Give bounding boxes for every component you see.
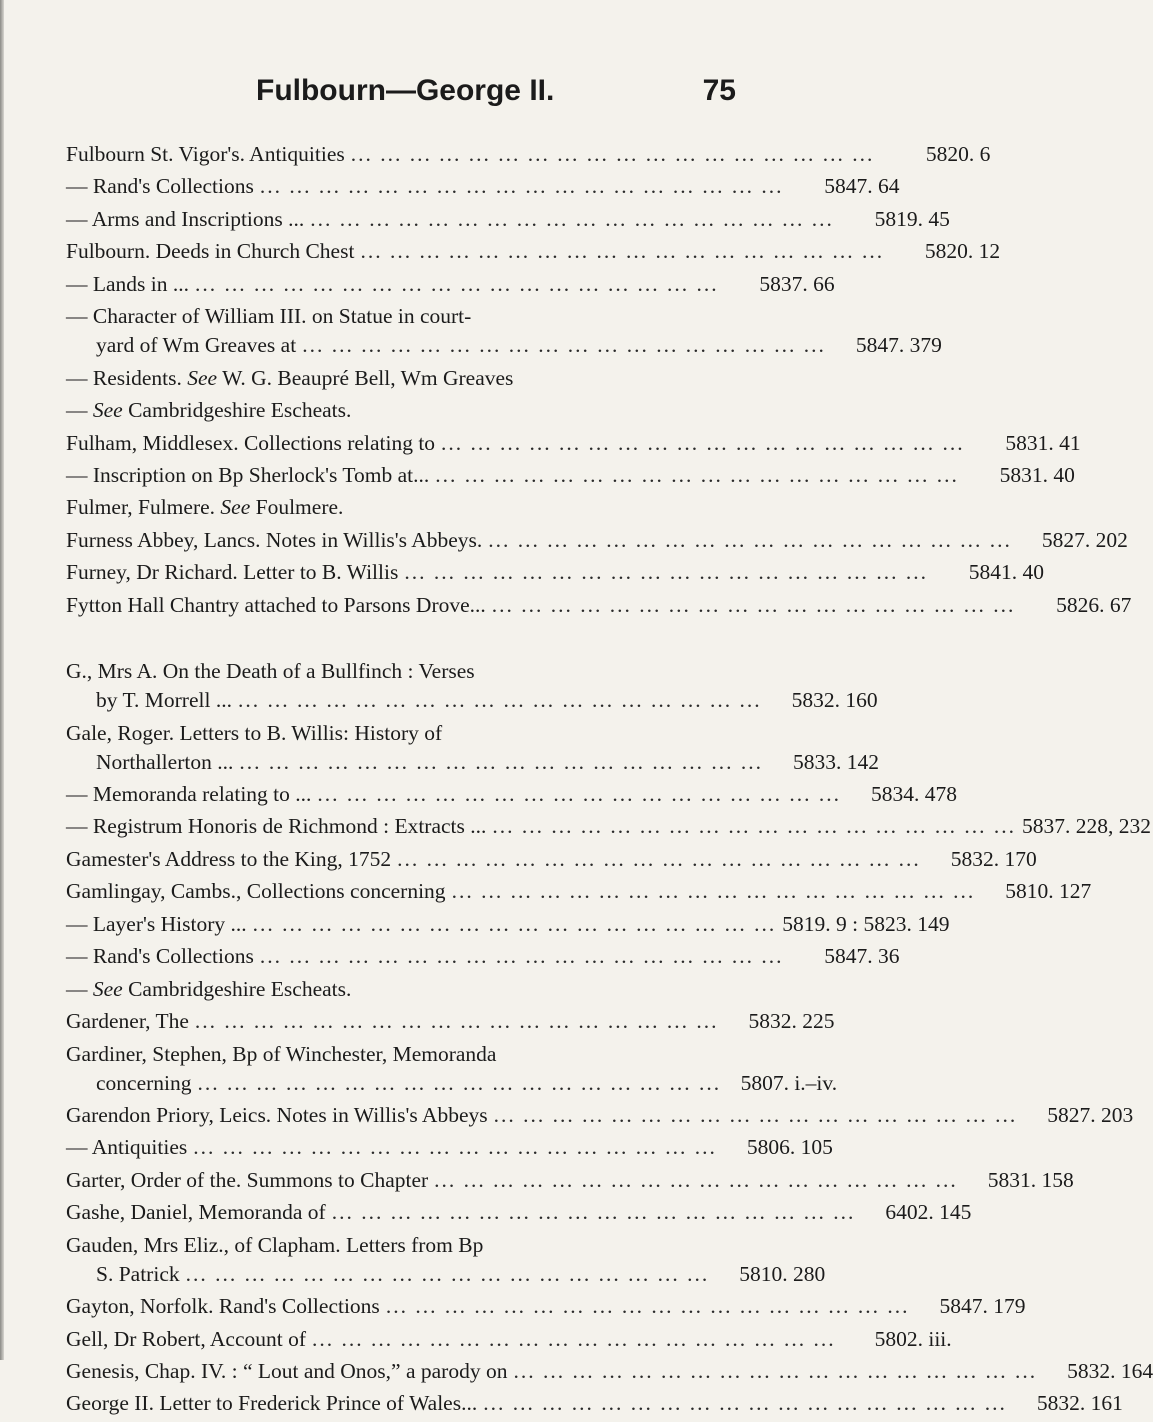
manuscript-reference: 5837. 66 — [759, 271, 835, 296]
manuscript-reference: 5847. 379 — [855, 333, 942, 358]
entry-line — [66, 396, 738, 425]
index-entry — [66, 1292, 1026, 1321]
page-title: Fulbourn—George II. — [256, 74, 555, 107]
manuscript-reference: 5847. 179 — [939, 1294, 1026, 1319]
entry-line — [66, 493, 738, 522]
entry-line — [66, 1133, 833, 1162]
see-reference: See — [92, 976, 123, 1001]
manuscript-reference: 5820. 6 — [925, 142, 991, 166]
entry-text: — Antiquities — [66, 1135, 188, 1160]
entry-text: Garendon Priory, Leics. Notes in Willis's Abbeys — [66, 1102, 488, 1127]
dot-leader: ... ... ... ... ... ... ... ... ... ... ... ... ... ... ... ... ... ... — [350, 142, 875, 166]
index-entry — [66, 396, 738, 425]
index-entry — [66, 719, 879, 777]
manuscript-reference: 5831. 40 — [999, 462, 1075, 487]
manuscript-reference: 5832. 161 — [1036, 1391, 1123, 1416]
dot-leader: ... ... ... ... ... ... ... ... ... ... ... ... ... ... ... ... ... ... — [193, 1135, 717, 1160]
entry-text: W. G. Beaupré Bell, Wm Greaves — [217, 365, 514, 390]
index-entry — [66, 1389, 1123, 1418]
entry-text: — Rand's Collections — [66, 944, 254, 969]
entry-text: Fulham, Middlesex. Collections relating to — [66, 430, 436, 455]
dot-leader: ... ... ... ... ... ... ... ... ... ... ... ... ... ... ... ... ... ... — [483, 1391, 1007, 1416]
entry-line — [66, 429, 1081, 458]
entry-text: Gardener, The — [66, 1009, 189, 1034]
entry-line — [66, 526, 1128, 555]
dot-leader: ... ... ... ... ... ... ... ... ... ... ... ... ... ... ... ... ... ... — [317, 782, 842, 806]
entry-line: Gale, Roger. Letters to B. Willis: History of — [66, 720, 443, 745]
index-list — [66, 140, 1153, 1422]
dot-leader: ... ... ... ... ... ... ... ... ... ... ... ... ... ... ... ... ... ... — [491, 592, 1016, 617]
entry-line — [66, 331, 942, 360]
dot-leader: ... ... ... ... ... ... ... ... ... ... ... ... ... ... ... ... ... ... — [513, 1359, 1038, 1383]
index-entry — [66, 461, 1075, 490]
index-entry — [66, 1166, 1074, 1195]
entry-line — [66, 1166, 1074, 1195]
entry-line — [66, 591, 1132, 620]
page-number: 75 — [702, 74, 736, 107]
dot-leader: ... ... ... ... ... ... ... ... ... ... ... ... ... ... ... ... ... ... — [385, 1294, 910, 1319]
entry-line: — Registrum Honoris de Richmond : Extracts ... ... ... ... ... ... ... ... ... ... ... ... ... ... ... ... ... ... ... 5837. 228, 232 — [66, 812, 738, 841]
index-entry — [66, 364, 738, 393]
manuscript-reference: 5831. 41 — [1005, 430, 1081, 455]
entry-line — [66, 270, 835, 299]
index-entry — [66, 1133, 833, 1162]
entry-line — [66, 1325, 952, 1354]
manuscript-reference: 5827. 203 — [1047, 1102, 1134, 1127]
entry-line — [66, 1357, 1153, 1386]
dot-leader: ... ... ... ... ... ... ... ... ... ... ... ... ... ... ... ... ... ... — [360, 239, 885, 264]
dot-leader: ... ... ... ... ... ... ... ... ... ... ... ... ... ... ... ... ... ... — [195, 271, 719, 296]
see-reference: See — [187, 365, 218, 390]
dot-leader: ... ... ... ... ... ... ... ... ... ... ... ... ... ... ... ... ... ... — [312, 1326, 836, 1351]
manuscript-reference: 5819. 45 — [874, 206, 950, 231]
index-entry — [66, 493, 738, 522]
entry-text: George II. Letter to Frederick Prince of Wales... — [66, 1391, 478, 1416]
entry-line — [66, 780, 958, 809]
dot-leader: ... ... ... ... ... ... ... ... ... ... ... ... ... ... ... ... ... ... — [197, 1070, 722, 1095]
entry-line — [66, 172, 900, 201]
index-entry — [66, 780, 958, 809]
entry-text: Gayton, Norfolk. Rand's Collections — [66, 1294, 380, 1319]
index-entry — [66, 1007, 835, 1036]
entry-text: Furness Abbey, Lancs. Notes in Willis's Abbeys. — [66, 527, 483, 552]
dot-leader: ... ... ... ... ... ... ... ... ... ... ... ... ... ... ... ... ... ... — [331, 1200, 856, 1225]
entry-text: S. Patrick — [96, 1261, 180, 1286]
entry-line — [66, 205, 950, 234]
manuscript-reference: 5810. 127 — [1005, 879, 1092, 904]
dot-leader: ... ... ... ... ... ... ... ... ... ... ... ... ... ... ... ... ... ... — [404, 560, 928, 585]
entry-text: — Arms and Inscriptions ... — [66, 206, 305, 231]
entry-text: — Rand's Collections — [66, 174, 254, 199]
entry-line — [66, 1292, 1026, 1321]
dot-leader: ... ... ... ... ... ... ... ... ... ... ... ... ... ... ... ... ... ... — [397, 846, 921, 871]
dot-leader: ... ... ... ... ... ... ... ... ... ... ... ... ... ... ... ... ... ... — [435, 462, 959, 487]
entry-line — [66, 140, 991, 169]
entry-text: yard of Wm Greaves at — [96, 333, 297, 358]
dot-leader: ... ... ... ... ... ... ... ... ... ... ... ... ... ... ... ... ... ... — [310, 206, 834, 231]
entry-line — [66, 942, 900, 971]
manuscript-reference: 5847. 36 — [824, 944, 900, 969]
dot-leader: ... ... ... ... ... ... ... ... ... ... ... ... ... ... ... ... ... ... — [451, 879, 976, 904]
entry-text: — — [66, 398, 93, 423]
entry-line — [66, 558, 1044, 587]
index-entry — [66, 526, 1128, 555]
see-reference: See — [220, 495, 251, 520]
index-entry — [66, 558, 1044, 587]
manuscript-reference: 5831. 158 — [987, 1167, 1074, 1192]
dot-leader: ... ... ... ... ... ... ... ... ... ... ... ... ... ... ... ... ... ... — [488, 527, 1012, 552]
index-entry — [66, 877, 1092, 906]
index-entry — [66, 1040, 838, 1098]
dot-leader: ... ... ... ... ... ... ... ... ... ... ... ... ... ... ... ... ... ... — [492, 814, 1017, 839]
index-entry — [66, 591, 1132, 620]
dot-leader: ... ... ... ... ... ... ... ... ... ... ... ... ... ... ... ... ... ... — [434, 1167, 958, 1192]
index-entry — [66, 172, 900, 201]
manuscript-reference: 5832. 170 — [950, 846, 1037, 871]
entry-line — [66, 845, 1037, 874]
index-entry — [66, 657, 878, 715]
index-entry — [66, 302, 942, 360]
entry-line — [66, 364, 738, 393]
entry-line — [66, 1389, 1123, 1418]
entry-text: Genesis, Chap. IV. : “ Lout and Onos,” a parody on — [66, 1359, 508, 1383]
entry-text: Foulmere. — [250, 495, 344, 520]
index-entry — [66, 812, 1152, 841]
entry-line: G., Mrs A. On the Death of a Bullfinch : Verses — [66, 659, 475, 684]
entry-text: Cambridgeshire Escheats. — [122, 398, 352, 423]
manuscript-reference: 5832. 225 — [748, 1009, 835, 1034]
manuscript-reference: 5847. 64 — [824, 174, 900, 199]
entry-line: — Layer's History ... ... ... ... ... ... ... ... ... ... ... ... ... ... ... ... ... ... ... 5819. 9 : 5823. 149 — [66, 910, 738, 939]
dot-leader: ... ... ... ... ... ... ... ... ... ... ... ... ... ... ... ... ... ... — [441, 430, 965, 455]
index-entry — [66, 975, 738, 1004]
dot-leader: ... ... ... ... ... ... ... ... ... ... ... ... ... ... ... ... ... ... — [259, 944, 784, 969]
entry-text: — Lands in ... — [66, 271, 190, 296]
entry-line — [66, 1198, 972, 1227]
manuscript-reference: 5807. i.–iv. — [740, 1070, 838, 1095]
entry-text: concerning — [96, 1070, 192, 1095]
entry-line — [66, 686, 878, 715]
entry-text: Fulbourn St. Vigor's. Antiquities — [66, 142, 345, 166]
index-entry — [66, 237, 1001, 266]
entry-line — [66, 877, 1092, 906]
entry-text: — — [66, 976, 93, 1001]
entry-line — [66, 461, 1075, 490]
section-gap — [66, 623, 738, 657]
entry-text: Gashe, Daniel, Memoranda of — [66, 1200, 326, 1225]
entry-line — [66, 975, 738, 1004]
index-entry — [66, 140, 991, 169]
entry-line — [66, 1260, 826, 1289]
index-entry — [66, 1198, 972, 1227]
entry-text: by T. Morrell ... — [96, 688, 232, 713]
index-entry — [66, 205, 950, 234]
manuscript-reference: 5826. 67 — [1056, 592, 1132, 617]
manuscript-reference: 5832. 160 — [791, 688, 878, 713]
entry-line — [66, 748, 879, 777]
manuscript-reference: 5841. 40 — [968, 560, 1044, 585]
entry-line — [66, 1007, 835, 1036]
index-entry — [66, 910, 950, 939]
entry-text: Furney, Dr Richard. Letter to B. Willis — [66, 560, 399, 585]
entry-line: Gardiner, Stephen, Bp of Winchester, Memoranda — [66, 1041, 497, 1066]
index-entry — [66, 270, 835, 299]
entry-line: — Character of William III. on Statue in court- — [66, 304, 472, 329]
entry-text: — Registrum Honoris de Richmond : Extracts ... — [66, 814, 487, 839]
manuscript-reference: 5820. 12 — [924, 239, 1001, 264]
entry-text: Northallerton ... — [96, 749, 234, 774]
index-entry — [66, 1357, 1153, 1386]
dot-leader: ... ... ... ... ... ... ... ... ... ... ... ... ... ... ... ... ... ... — [237, 688, 762, 713]
dot-leader: ... ... ... ... ... ... ... ... ... ... ... ... ... ... ... ... ... ... — [302, 333, 826, 358]
index-entry — [66, 1325, 952, 1354]
entry-line: Gauden, Mrs Eliz., of Clapham. Letters from Bp — [66, 1232, 484, 1257]
dot-leader: ... ... ... ... ... ... ... ... ... ... ... ... ... ... ... ... ... ... — [252, 911, 777, 936]
entry-text: — Residents. — [66, 365, 188, 390]
entry-text: Gamlingay, Cambs., Collections concerning — [66, 879, 446, 904]
dot-leader: ... ... ... ... ... ... ... ... ... ... ... ... ... ... ... ... ... ... — [259, 174, 784, 199]
manuscript-reference: 5834. 478 — [871, 782, 958, 806]
index-entry — [66, 1231, 826, 1289]
entry-text: Fulbourn. Deeds in Church Chest — [66, 239, 355, 264]
manuscript-reference: 5802. iii. — [874, 1326, 952, 1351]
index-entry — [66, 429, 1081, 458]
entry-text: Gell, Dr Robert, Account of — [66, 1326, 307, 1351]
dot-leader: ... ... ... ... ... ... ... ... ... ... ... ... ... ... ... ... ... ... — [194, 1009, 719, 1034]
entry-text: — Memoranda relating to ... — [66, 782, 312, 806]
entry-text: Garter, Order of the. Summons to Chapter — [66, 1167, 429, 1192]
entry-text: Fytton Hall Chantry attached to Parsons Drove... — [66, 592, 486, 617]
index-entry — [66, 942, 900, 971]
index-entry — [66, 845, 1037, 874]
dot-leader: ... ... ... ... ... ... ... ... ... ... ... ... ... ... ... ... ... ... — [239, 749, 763, 774]
manuscript-reference: 5832. 164 — [1067, 1359, 1153, 1383]
entry-line — [66, 237, 1001, 266]
entry-line — [66, 1101, 1134, 1130]
running-header — [256, 74, 736, 108]
dot-leader: ... ... ... ... ... ... ... ... ... ... ... ... ... ... ... ... ... ... — [185, 1261, 710, 1286]
manuscript-reference: 5810. 280 — [739, 1261, 826, 1286]
see-reference: See — [92, 398, 123, 423]
manuscript-reference: 5833. 142 — [792, 749, 879, 774]
entry-line — [66, 1069, 838, 1098]
index-entry — [66, 1101, 1134, 1130]
entry-text: — Layer's History ... — [66, 911, 247, 936]
manuscript-reference: 5827. 202 — [1041, 527, 1128, 552]
manuscript-reference: 5806. 105 — [746, 1135, 833, 1160]
page-edge — [0, 0, 4, 1360]
entry-text: Cambridgeshire Escheats. — [122, 976, 352, 1001]
entry-text: Fulmer, Fulmere. — [66, 495, 221, 520]
entry-text: Gamester's Address to the King, 1752 — [66, 846, 392, 871]
manuscript-reference: 6402. 145 — [885, 1200, 972, 1225]
dot-leader: ... ... ... ... ... ... ... ... ... ... ... ... ... ... ... ... ... ... — [493, 1102, 1018, 1127]
entry-text: — Inscription on Bp Sherlock's Tomb at... — [66, 462, 430, 487]
